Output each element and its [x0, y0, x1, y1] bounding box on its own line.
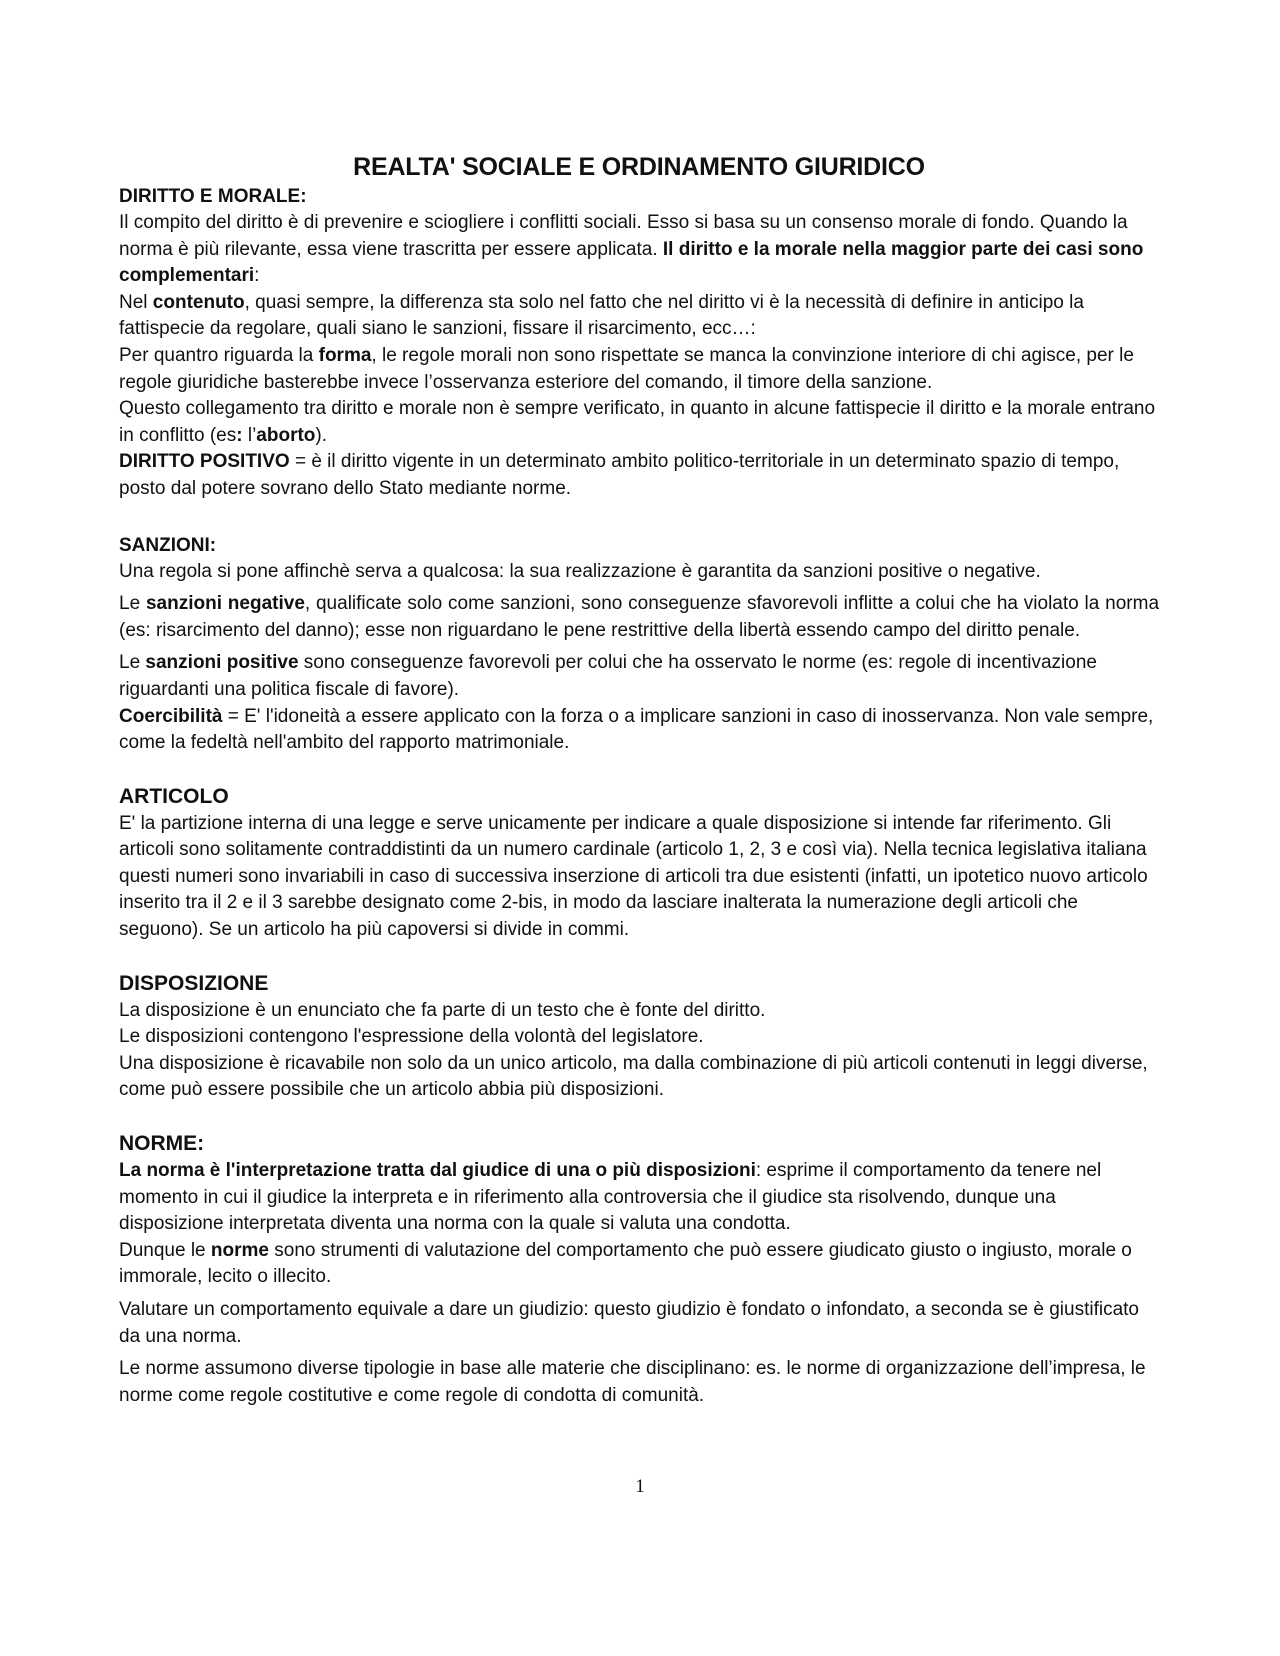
paragraph	[119, 1238, 1159, 1291]
paragraph	[119, 1158, 1159, 1238]
bold-text: sanzioni negative	[145, 593, 305, 615]
paragraph-text: = è il diritto vigente in un determinato ambito politico-territoriale in un determinato spazio di tempo, posto dal potere sovrano dello Stato mediante norme.	[119, 451, 1120, 499]
bold-text: forma	[318, 344, 372, 366]
paragraph	[119, 704, 1159, 757]
paragraph-text: Le	[119, 593, 146, 615]
section-disposizione	[119, 970, 1159, 1104]
paragraph	[119, 650, 1159, 703]
bold-text: contenuto	[152, 291, 245, 313]
paragraph	[119, 591, 1159, 644]
paragraph: Le disposizioni contengono l'espressione della volontà del legislatore.	[119, 1026, 704, 1048]
section-sanzioni	[119, 533, 1159, 757]
paragraph-text: : esprime il comportamento da tenere nel momento in cui il giudice la interpreta e in riferimento alla controversia che il giudice sta risolvendo, dunque una disposizione interpretata diventa una norma con la quale si valuta una condotta.	[119, 1160, 1102, 1235]
bold-text: aborto	[256, 424, 316, 446]
paragraph-text: l’	[242, 424, 257, 446]
bold-text: La norma è l'interpretazione tratta dal giudice di una o più disposizioni	[119, 1160, 756, 1182]
paragraph-text: , le regole morali non sono rispettate se manca la convinzione interiore di chi agisce, per le regole giuridiche basterebbe invece l’osservanza esteriore del comando, il timore della sanzione.	[119, 344, 1134, 393]
paragraph-text: , quasi sempre, la differenza sta solo nel fatto che nel diritto vi è la necessità di definire in anticipo la fattispecie da regolare, quali siano le sanzioni, fissare il risarcimento, ecc…:	[119, 291, 1084, 340]
paragraph	[119, 449, 1159, 502]
paragraph: La disposizione è un enunciato che fa parte di un testo che è fonte del diritto.	[119, 999, 766, 1021]
bold-text: sanzioni positive	[145, 652, 299, 674]
paragraph	[119, 290, 1159, 343]
bold-text: norme	[210, 1239, 269, 1261]
bold-text: Coercibilità	[119, 705, 223, 727]
section-norme	[119, 1130, 1159, 1409]
paragraph: Le norme assumono diverse tipologie in base alle materie che disciplinano: es. le norme di organizzazione dell’impresa, le norme come regole costitutive e come regole di condotta di comunità.	[119, 1358, 1146, 1406]
page-number: 1	[635, 1476, 645, 1497]
paragraph-text: sono strumenti di valutazione del comportamento che può essere giudicato giusto o ingiusto, morale o immorale, lecito o illecito.	[119, 1239, 1132, 1288]
paragraph-text: Il compito del diritto è di prevenire e sciogliere i conflitti sociali. Esso si basa su un consenso morale di fondo. Quando la norma è più rilevante, essa viene trascritta per essere applicata.	[119, 212, 1128, 260]
paragraph: E' la partizione interna di una legge e serve unicamente per indicare a quale disposizione si intende far riferimento. Gli articoli sono solitamente contraddistinti da un numero cardinale (articolo 1, 2, 3 e così via). Nella tecnica legislativa italiana questi numeri sono invariabili in caso di successiva inserzione di articoli tra due esistenti (infatti, un ipotetico nuovo articolo inserito tra il 2 e il 3 sarebbe designato come 2-bis, in modo da lasciare inalterata la numerazione degli articoli che seguono). Se un articolo ha più capoversi si divide in commi.	[119, 812, 1148, 941]
section-heading: DISPOSIZIONE	[119, 971, 269, 995]
paragraph: Una regola si pone affinchè serva a qualcosa: la sua realizzazione è garantita da sanzioni positive o negative.	[119, 560, 1041, 582]
document-title: REALTA' SOCIALE E ORDINAMENTO GIURIDICO	[353, 153, 925, 181]
section-heading: NORME:	[119, 1132, 205, 1156]
paragraph-text: Dunque le	[119, 1239, 211, 1261]
section-heading: SANZIONI:	[119, 534, 217, 556]
paragraph-text: Le	[119, 652, 146, 674]
section-heading: DIRITTO E MORALE:	[119, 186, 307, 207]
document-page	[119, 150, 1159, 1409]
bold-text: DIRITTO POSITIVO	[119, 451, 290, 473]
paragraph: Una disposizione è ricavabile non solo da un unico articolo, ma dalla combinazione di più articoli contenuti in leggi diverse, come può essere possibile che un articolo abbia più disposizioni.	[119, 1052, 1148, 1101]
paragraph-text: Per quantro riguarda la	[119, 344, 319, 366]
bold-text: :	[236, 424, 243, 446]
paragraph	[119, 343, 1159, 396]
paragraph-text: Questo collegamento tra diritto e morale non è sempre verificato, in quanto in alcune fattispecie il diritto e la morale entrano in conflitto (es	[119, 398, 1156, 446]
paragraph	[119, 396, 1159, 449]
paragraph-text: Nel	[119, 291, 153, 313]
section-articolo	[119, 783, 1159, 944]
paragraph: Valutare un comportamento equivale a dare un giudizio: questo giudizio è fondato o infondato, a seconda se è giustificato da una norma.	[119, 1299, 1139, 1347]
bold-text: Il diritto e la morale nella maggior parte dei casi sono complementari	[119, 238, 1144, 287]
paragraph-text: = E' l'idoneità a essere applicato con la forza o a implicare sanzioni in caso di inosservanza. Non vale sempre, come la fedeltà nell'ambito del rapporto matrimoniale.	[119, 705, 1154, 754]
paragraph-text: ).	[315, 424, 328, 446]
section-diritto-morale	[119, 184, 1159, 503]
paragraph-text: :	[254, 265, 260, 287]
paragraph-text: , qualificate solo come sanzioni, sono conseguenze sfavorevoli inflitte a colui che ha violato la norma (es: risarcimento del danno); esse non riguardano le pene restrittive della libertà essendo campo del diritto penale.	[119, 593, 1160, 641]
paragraph	[119, 210, 1159, 290]
section-heading: ARTICOLO	[119, 784, 229, 808]
paragraph-text: sono conseguenze favorevoli per colui che ha osservato le norme (es: regole di incentivazione riguardanti una politica fiscale di favore).	[119, 652, 1097, 700]
